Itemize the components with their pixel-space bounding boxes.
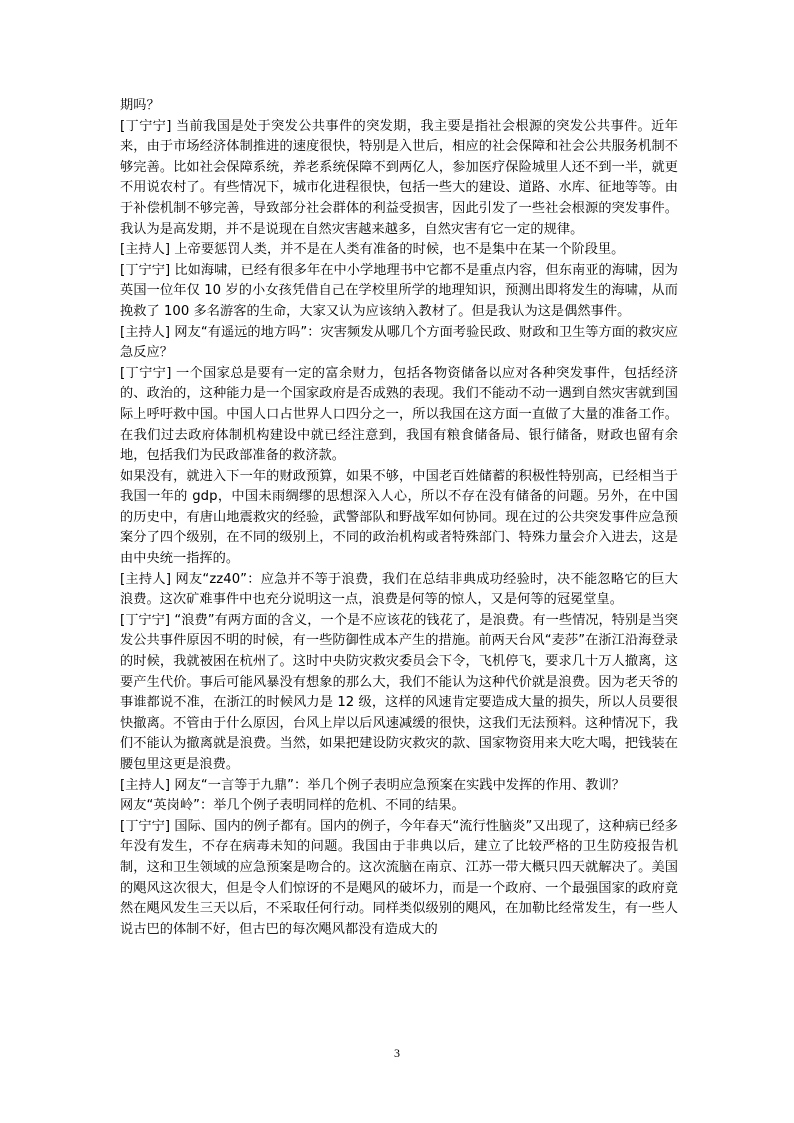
- paragraph-continuation: 期吗？: [120, 98, 160, 113]
- paragraph-ding-answer-3: [丁宁宁] 一个国家总是要有一定的富余财力，包括各物资储备以应对各种突发事件，包括经济的、政治的，这种能力是一个国家政府是否成熟的表现。我们不能动不动一遇到自然灾害就到国际上呼吁救中国。中国人口占世界人口四分之一，所以我国在这方面一直做了大量的准备工作。在我们过去政府体制机构建设中就已经注意到，我国有粮食储备局、银行储备，财政也留有余地，包括我们为民政部准备的救济款。: [120, 365, 678, 464]
- paragraph-host-question-2: [主持人] 网友“zz40”：应急并不等于浪费，我们在总结非典成功经验时，决不能忽略它的巨大浪费。这次矿难事件中也充分说明这一点，浪费是何等的惊人，又是何等的冠冕堂皇。: [120, 571, 678, 608]
- page-number: 3: [394, 1046, 400, 1060]
- paragraph-host-question-1: [主持人] 网友“有遥远的地方吗”：灾害频发从哪几个方面考验民政、财政和卫生等方面的救灾应急反应？: [120, 324, 678, 361]
- paragraph-ding-answer-2: [丁宁宁] 比如海啸，已经有很多年在中小学地理书中它都不是重点内容，但东南亚的海啸，因为英国一位年仅 10 岁的小女孩凭借自己在学校里所学的地理知识，预测出即将发生的海啸，从而挽救了 100 多名游客的生命，大家又认为应该纳入教材了。但是我认为这是偶然事件。: [120, 262, 678, 319]
- paragraph-netizen-question: 网友“英岗岭”：举几个例子表明同样的危机、不同的结果。: [120, 798, 465, 814]
- paragraph-ding-answer-1: [丁宁宁] 当前我国是处于突发公共事件的突发期，我主要是指社会根源的突发公共事件。近年来，由于市场经济体制推进的速度很快，特别是入世后，相应的社会保障和社会公共服务机制不够完善。比如社会保障系统，养老系统保障不到两亿人，参加医疗保险城里人还不到一半，就更不用说农村了。有些情况下，城市化进程很快，包括一些大的建设、道路、水库、征地等等。由于补偿机制不够完善，导致部分社会群体的利益受损害，因此引发了一些社会根源的突发事件。我认为是高发期，并不是说现在自然灾害越来越多，自然灾害有它一定的规律。: [120, 118, 678, 237]
- paragraph-ding-answer-4: [丁宁宁] “浪费”有两方面的含义，一个是不应该花的钱花了，是浪费。有一些情况，特别是当突发公共事件原因不明的时候，有一些防御性成本产生的措施。前两天台风“麦莎”在浙江沿海登录的时候，我就被困在杭州了。这时中央防灾救灾委员会下令，飞机停飞，要求几十万人撤离，这要产生代价。事后可能风暴没有想象的那么大，我们不能认为这种代价就是浪费。因为老天爷的事谁都说不准，在浙江的时候风力是 12 级，这样的风速肯定要造成大量的损失，所以人员要很快撤离。不管由于什么原因，台风上岸以后风速减缓的很快，这我们无法预料。这种情况下，我们不能认为撤离就是浪费。当然，如果把建设防灾救灾的款、国家物资用来大吃大喝，把钱装在腰包里这更是浪费。: [120, 612, 678, 772]
- document-body: [120, 96, 678, 940]
- paragraph-ding-answer-3-continued: 如果没有，就进入下一年的财政预算，如果不够，中国老百姓储蓄的积极性特别高，已经相当于我国一年的 gdp，中国未雨绸缪的思想深入人心，所以不存在没有储备的问题。另外，在中国的历史中，有唐山地震救灾的经验，武警部队和野战军如何协同。现在过的公共突发事件应急预案分了四个级别，在不同的级别上，不同的政治机构或者特殊部门、特殊力量会介入进去，这是由中央统一指挥的。: [120, 468, 678, 567]
- paragraph-host-remark-1: [主持人] 上帝要惩罚人类，并不是在人类有准备的时候，也不是集中在某一个阶段里。: [120, 242, 625, 258]
- paragraph-ding-answer-5: [丁宁宁] 国际、国内的例子都有。国内的例子，今年春天“流行性脑炎”又出现了，这种病已经多年没有发生，不存在病毒未知的问题。我国由于非典以后，建立了比较严格的卫生防疫报告机制，这和卫生领域的应急预案是吻合的。这次流脑在南京、江苏一带大概只四天就解决了。美国的飓风这次很大，但是令人们惊讶的不是飓风的破坏力，而是一个政府、一个最强国家的政府竟然在飓风发生三天以后，不采取任何行动。同样类似级别的飓风，在加勒比经常发生，有一些人说古巴的体制不好，但古巴的每次飓风都没有造成大的: [120, 818, 678, 937]
- paragraph-host-question-3: [主持人] 网友“一言等于九鼎”：举几个例子表明应急预案在实践中发挥的作用、教训？: [120, 777, 625, 793]
